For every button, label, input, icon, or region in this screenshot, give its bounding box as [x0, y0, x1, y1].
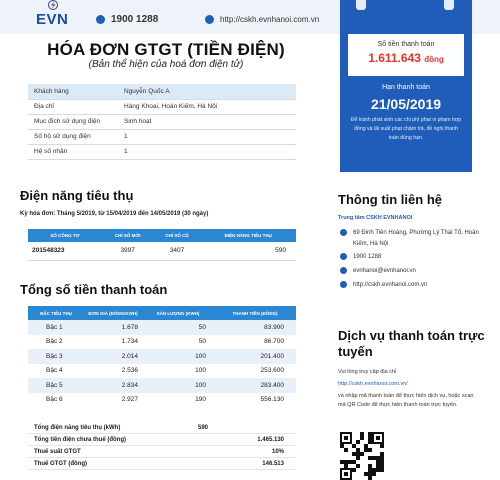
lightning-logo-icon [46, 0, 60, 10]
table-cell: 100 [195, 367, 206, 375]
table-row [28, 242, 296, 260]
table-row [28, 320, 296, 335]
table-row [28, 349, 296, 364]
qr-code[interactable] [340, 432, 384, 480]
summary-row [28, 446, 296, 458]
customer-field-label: Khách hàng [28, 84, 118, 99]
summary-row [28, 434, 296, 446]
customer-field-value: Sinh hoạt [118, 114, 296, 129]
due-card [340, 0, 472, 172]
globe-icon [205, 15, 214, 24]
summary-value: 590 [197, 424, 208, 431]
table-cell: Bậc 1 [28, 320, 84, 335]
meter-table [28, 229, 296, 261]
summary-value: 1.465.130 [257, 436, 284, 443]
customer-field-value: Nguyễn Quốc A [118, 84, 296, 99]
customer-info-table [28, 84, 296, 160]
table-cell: 2.536 [121, 367, 138, 375]
column-header: ĐƠN GIÁ (ĐỒNG/KWH) [84, 306, 142, 320]
table-cell: 283.400 [214, 378, 296, 393]
due-note: Để tránh phát sinh các chi phí phạt vi phạm hợp đồng và lãi suất phạt chậm trả, đề nghị thanh toán đúng hạn. [350, 117, 462, 141]
header-website[interactable] [205, 12, 319, 26]
location-icon [340, 229, 347, 236]
phone-text: 1900 1288 [353, 254, 382, 260]
table-cell: 1.734 [121, 338, 138, 346]
due-date: 21/05/2019 [370, 96, 442, 112]
table-row [28, 129, 296, 144]
table-cell: Bậc 6 [46, 396, 63, 404]
customer-field-value: Hàng Khoai, Hoàn Kiếm, Hà Nội [118, 99, 296, 114]
online-line2: và nhập mã thanh toán để thực hiện dịch vụ, hoặc scan mã QR Code để thực hiện thanh toán trực tuyến. [338, 393, 474, 408]
address-text: 69 Đinh Tiên Hoàng, Phường Lý Thái Tổ, Hoàn Kiếm, Hà Nội [353, 230, 479, 247]
table-row [28, 364, 296, 379]
calendar-ring-icon [356, 0, 366, 10]
calendar-ring-icon [444, 0, 454, 10]
header-hotline [96, 12, 158, 26]
table-cell: 2.014 [84, 349, 142, 364]
phone-icon [96, 15, 105, 24]
contact-phone [340, 252, 381, 263]
online-payment-heading: Dịch vụ thanh toán trực tuyến [338, 328, 485, 359]
table-cell: 2.834 [84, 378, 142, 393]
payment-summary [28, 422, 296, 470]
contact-org: Trung tâm CSKH EVNHANOI [338, 215, 413, 221]
contact-address [340, 228, 480, 250]
column-header: THÀNH TIỀN (ĐỒNG) [214, 306, 296, 320]
contact-web[interactable] [340, 280, 427, 291]
table-cell: Bậc 3 [28, 349, 84, 364]
summary-value: 10% [271, 448, 284, 455]
email-icon [340, 267, 347, 274]
table-row [28, 99, 296, 114]
table-cell: 556.130 [260, 396, 284, 404]
column-header: SỐ CÔNG TƠ [28, 229, 102, 242]
summary-label: Thuế suất GTGT [34, 448, 81, 455]
web-link[interactable]: http://cskh.evnhanoi.com.vn [353, 282, 428, 288]
contact-email[interactable] [340, 266, 416, 277]
table-row [28, 393, 296, 408]
table-cell: Bậc 2 [46, 338, 63, 346]
summary-row [28, 458, 296, 470]
contact-heading: Thông tin liên hệ [338, 192, 442, 207]
customer-field-label: Mục đích sử dụng điện [28, 114, 118, 129]
hotline-text: 1900 1288 [111, 13, 159, 25]
table-row [28, 84, 296, 99]
email-link[interactable]: evnhanoi@evnhanoi.vn [353, 268, 416, 274]
column-header: ĐIỆN NĂNG TIÊU THỤ [201, 229, 296, 242]
page-title: HÓA ĐƠN GTGT (TIỀN ĐIỆN) [47, 40, 285, 59]
customer-field-label: Số hộ sử dụng điện [28, 129, 118, 144]
table-cell: 50 [198, 338, 206, 346]
table-cell: 2.927 [121, 396, 138, 404]
amount-label: Số tiền thanh toán [377, 41, 435, 48]
table-cell: 201.400 [214, 349, 296, 364]
globe-icon [340, 281, 347, 288]
customer-field-value: 1 [118, 144, 296, 159]
summary-value: 146.513 [262, 460, 284, 467]
table-cell: 201548323 [28, 242, 102, 260]
consumption-heading: Điện năng tiêu thụ [20, 188, 134, 203]
customer-field-label: Địa chỉ [28, 99, 118, 114]
billing-period: Kỳ hóa đơn: Tháng 5/2019, từ 15/04/2019 đến 14/05/2019 (30 ngày) [20, 211, 209, 217]
table-cell: 253.600 [260, 367, 284, 375]
table-cell: 3407 [154, 242, 201, 260]
table-cell: 3997 [102, 242, 154, 260]
column-header: BẬC TIÊU THỤ [28, 306, 84, 320]
tier-price-table [28, 306, 296, 407]
table-row [28, 144, 296, 159]
evn-logo [30, 0, 74, 30]
column-header: CHỈ SỐ MỚI [102, 229, 154, 242]
summary-label: Tổng điện năng tiêu thụ (kWh) [34, 424, 121, 431]
table-cell: 86.700 [264, 338, 284, 346]
payment-heading: Tổng số tiền thanh toán [20, 282, 168, 297]
customer-field-label: Hệ số nhân [28, 144, 118, 159]
logo-text: EVN [36, 11, 69, 28]
table-row [28, 114, 296, 129]
amount-value [348, 51, 464, 65]
table-cell: Bậc 4 [46, 367, 63, 375]
summary-label: Tổng tiền điện chưa thuế (đồng) [34, 436, 127, 443]
table-cell: 100 [142, 378, 214, 393]
online-link[interactable]: http://cskh.evnhanoi.com.vn/ [338, 381, 408, 387]
page-subtitle: (Bản thể hiện của hoá đơn điện tử) [88, 59, 244, 70]
table-cell: 83.900 [214, 320, 296, 335]
due-date-label: Hạn thanh toán [382, 84, 430, 91]
website-link[interactable]: http://cskh.evnhanoi.com.vn [220, 14, 320, 24]
summary-row [28, 422, 296, 434]
table-cell: 100 [142, 349, 214, 364]
table-cell: 1.678 [84, 320, 142, 335]
column-header: CHỈ SỐ CŨ [154, 229, 201, 242]
phone-icon [340, 253, 347, 260]
online-line1: Vui lòng truy cập địa chỉ [338, 369, 397, 375]
table-cell: Bậc 5 [28, 378, 84, 393]
table-cell: 590 [201, 242, 296, 260]
customer-field-value: 1 [118, 129, 296, 144]
amount-number: 1.611.643 [368, 51, 421, 65]
amount-currency: đồng [424, 55, 444, 64]
table-cell: 50 [142, 320, 214, 335]
table-row [28, 335, 296, 350]
amount-box [348, 34, 464, 76]
table-cell: 190 [195, 396, 206, 404]
summary-label: Thuế GTGT (đồng) [34, 460, 87, 467]
column-header: SẢN LƯỢNG (KWH) [142, 306, 214, 320]
table-row [28, 378, 296, 393]
